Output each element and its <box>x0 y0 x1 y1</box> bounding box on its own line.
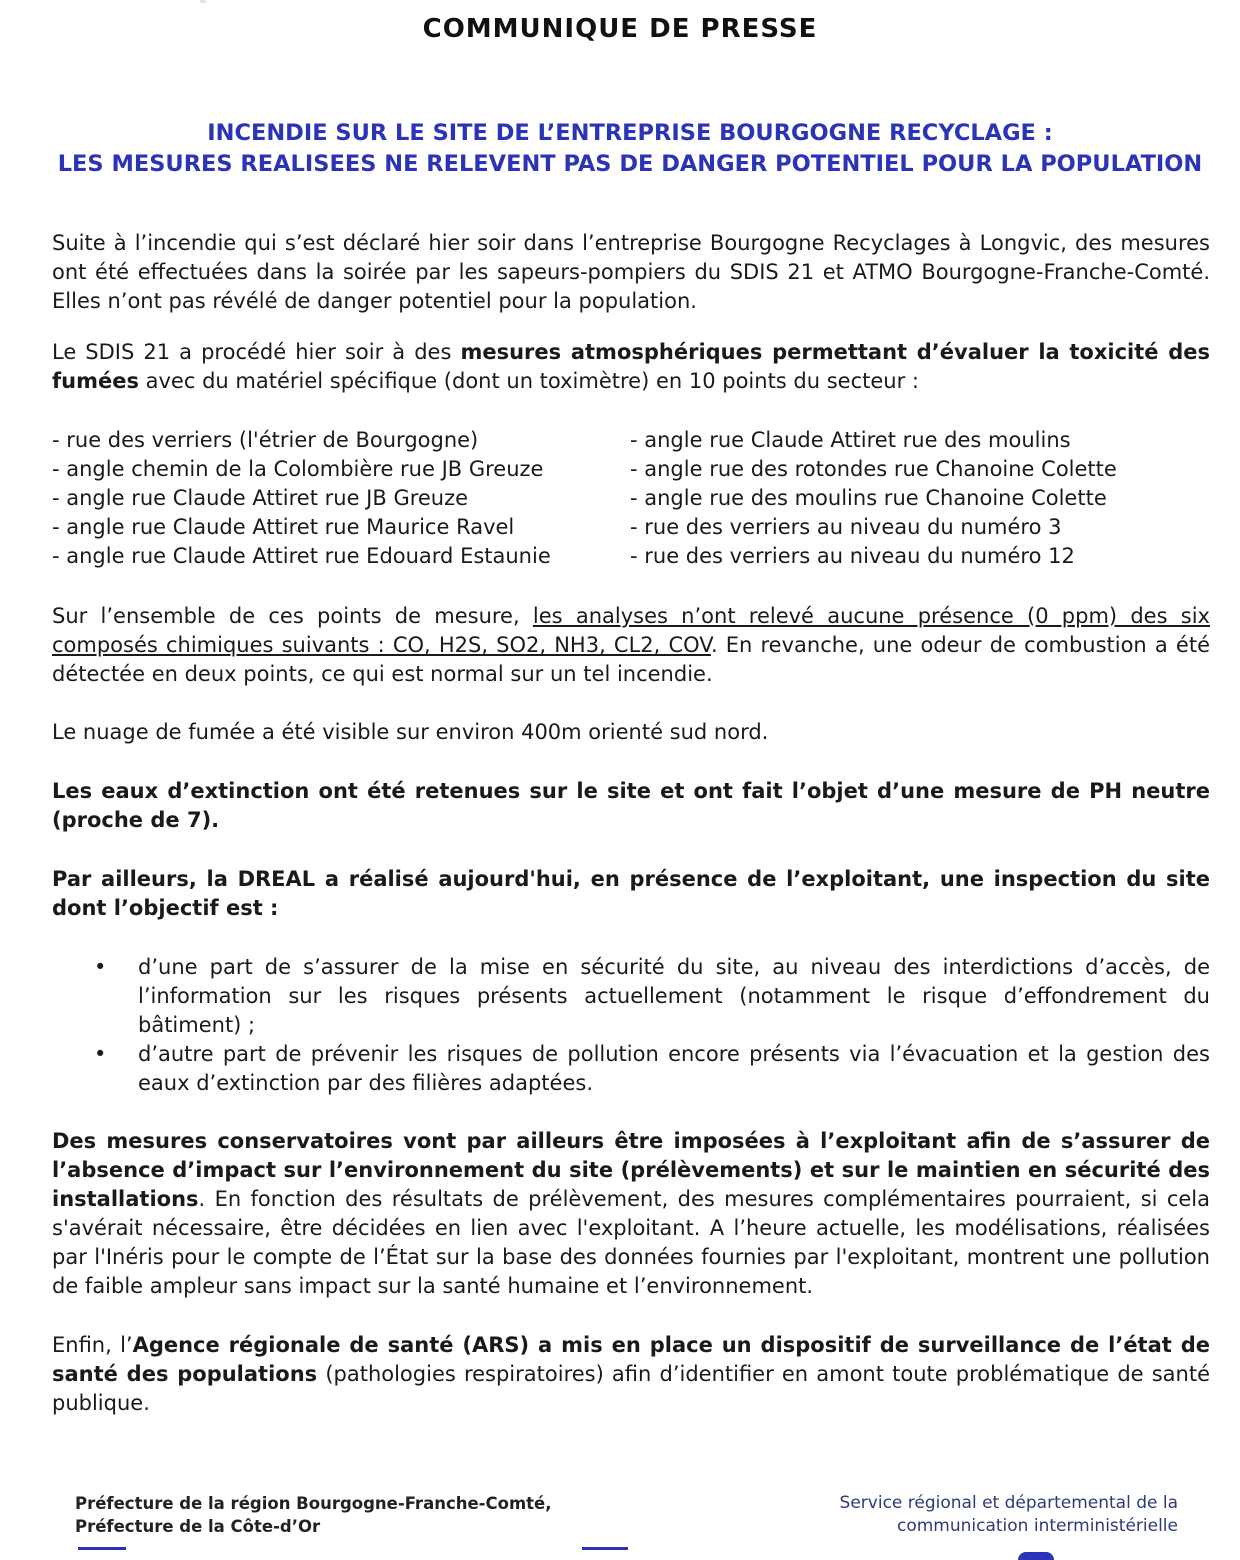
bullet-item <box>52 953 1210 1040</box>
water-text: Les eaux d’extinction ont été retenues sur le site et ont fait l’objet d’une mesure de PH neutre (proche de 7). <box>52 779 1210 832</box>
dreal-text: Par ailleurs, la DREAL a réalisé aujourd'hui, en présence de l’exploitant, une inspection du site dont l’objectif est : <box>52 867 1210 920</box>
point-item: - angle chemin de la Colombière rue JB Greuze <box>52 457 544 481</box>
points-left-column <box>52 426 551 571</box>
conservatoires-paragraph <box>52 1127 1210 1301</box>
point-item: - angle rue Claude Attiret rue Edouard Estaunie <box>52 544 551 568</box>
footer-rule-left <box>78 1547 126 1550</box>
analyses-paragraph <box>52 602 1210 689</box>
ars-pre: Enfin, l’ <box>52 1333 133 1357</box>
intro-text: Suite à l’incendie qui s’est déclaré hier soir dans l’entreprise Bourgogne Recyclages à Longvic, des mesures ont été effectuées dans la soirée par les sapeurs-pompiers du SDIS 21 et ATMO Bourgogne-Franche-Comté. Elles n’ont pas révélé de danger potentiel pour la population. <box>52 231 1210 313</box>
sdis-pre: Le SDIS 21 a procédé hier soir à des <box>52 340 461 364</box>
ars-bold: Agence régionale de santé (ARS) a mis en place un dispositif de surveillance de l’état de santé des populations <box>52 1333 1210 1386</box>
headline-line-2: LES MESURES REALISEES NE RELEVENT PAS DE DANGER POTENTIEL POUR LA POPULATION <box>57 151 1203 177</box>
footer-right-line-1: Service régional et départemental de la <box>839 1493 1178 1513</box>
point-item: - angle rue Claude Attiret rue JB Greuze <box>52 486 469 510</box>
scan-mark <box>200 0 206 3</box>
sdis-bold: mesures atmosphériques permettant d’évaluer la toxicité des fumées <box>52 340 1210 393</box>
sdis-paragraph <box>52 338 1210 396</box>
points-right-column <box>630 426 1117 571</box>
point-item: - angle rue Claude Attiret rue des moulins <box>630 428 1071 452</box>
footer-communication-service <box>840 1492 1178 1538</box>
bullet-icon: • <box>94 1042 107 1066</box>
point-item: - angle rue des rotondes rue Chanoine Colette <box>630 457 1117 481</box>
water-paragraph <box>52 777 1210 835</box>
inspection-bullet-list <box>52 953 1210 1098</box>
intro-paragraph <box>52 229 1210 316</box>
point-item: - rue des verriers au niveau du numéro 12 <box>630 544 1075 568</box>
bullet-item <box>52 1040 1210 1098</box>
footer-rule-center <box>582 1547 628 1550</box>
analyses-underlined: les analyses n’ont relevé aucune présence (0 ppm) des six composés chimiques suivants : CO, H2S, SO2, NH3, CL2, COV <box>52 604 1210 657</box>
bullet-icon: • <box>94 955 107 979</box>
point-item: - angle rue Claude Attiret rue Maurice Ravel <box>52 515 515 539</box>
headline <box>40 118 1220 180</box>
ars-paragraph <box>52 1331 1210 1418</box>
ars-post: (pathologies respiratoires) afin d’identifier en amont toute problématique de santé publique. <box>52 1362 1210 1415</box>
document-title: COMMUNIQUE DE PRESSE <box>422 14 818 44</box>
footer-prefecture <box>75 1492 552 1538</box>
headline-line-1: INCENDIE SUR LE SITE DE L’ENTREPRISE BOURGOGNE RECYCLAGE : <box>207 120 1053 146</box>
bullet-text: d’une part de s’assurer de la mise en sécurité du site, au niveau des interdictions d’accès, de l’information sur les risques présents actuellement (notamment le risque d’effondrement du bâtiment) ; <box>138 955 1210 1037</box>
analyses-pre: Sur l’ensemble de ces points de mesure, <box>52 604 533 628</box>
point-item: - rue des verriers (l'étrier de Bourgogne) <box>52 428 479 452</box>
smoke-text: Le nuage de fumée a été visible sur environ 400m orienté sud nord. <box>52 720 769 744</box>
conservatoires-post: . En fonction des résultats de prélèvement, des mesures complémentaires pourraient, si cela s'avérait nécessaire, être décidées en lien avec l'exploitant. A l’heure actuelle, les modélisations, réalisées par l'Inéris pour le compte de l’État sur la base des données fournies par l'exploitant, montrent une pollution de faible ampleur sans impact sur la santé humaine et l’environnement. <box>52 1187 1210 1298</box>
point-item: - angle rue des moulins rue Chanoine Colette <box>630 486 1107 510</box>
sdis-post: avec du matériel spécifique (dont un toximètre) en 10 points du secteur : <box>138 369 919 393</box>
footer-left-line-2: Préfecture de la Côte-d’Or <box>75 1517 321 1536</box>
dreal-paragraph <box>52 865 1210 923</box>
footer-left-line-1: Préfecture de la région Bourgogne-Franche-Comté, <box>75 1494 552 1513</box>
footer-right-line-2: communication interministérielle <box>896 1516 1178 1536</box>
analyses-post: . En revanche, une odeur de combustion a été détectée en deux points, ce qui est normal sur un tel incendie. <box>52 633 1210 686</box>
bullet-text: d’autre part de prévenir les risques de pollution encore présents via l’évacuation et la gestion des eaux d’extinction par des filières adaptées. <box>138 1042 1210 1095</box>
conservatoires-bold: Des mesures conservatoires vont par ailleurs être imposées à l’exploitant afin de s’assurer de l’absence d’impact sur l’environnement du site (prélèvements) et sur le maintien en sécurité des installations <box>52 1129 1210 1211</box>
smoke-paragraph <box>52 718 1210 747</box>
point-item: - rue des verriers au niveau du numéro 3 <box>630 515 1062 539</box>
footer-mark-right <box>1018 1552 1054 1560</box>
